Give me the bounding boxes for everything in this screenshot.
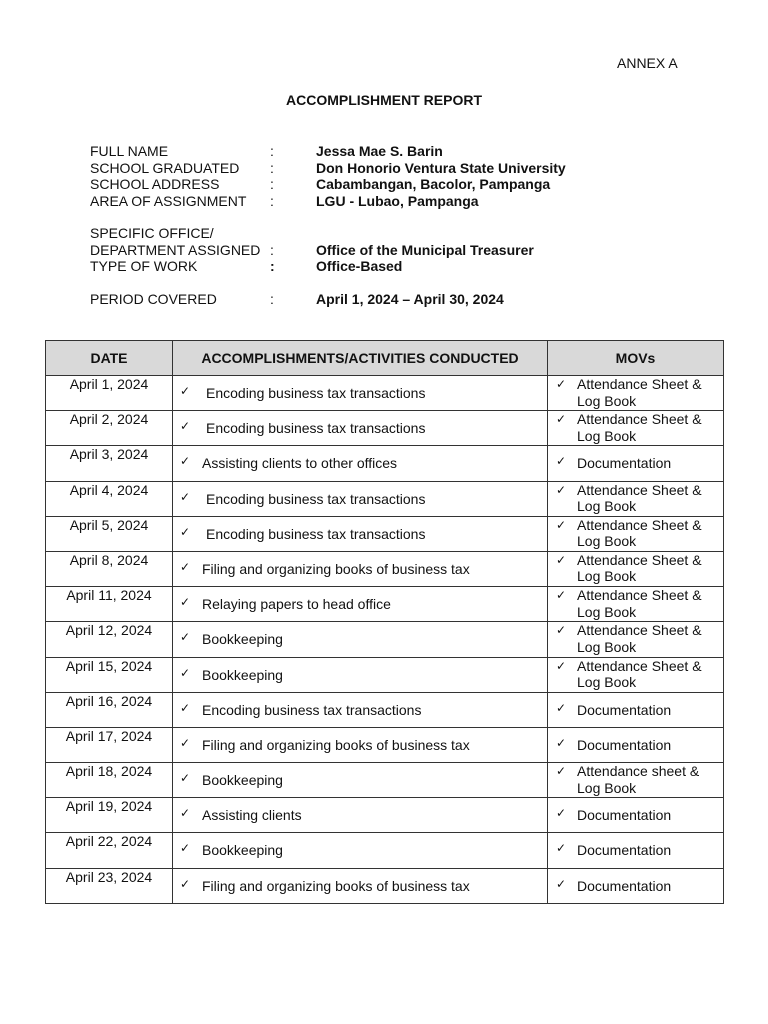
row-activity-cell xyxy=(173,376,548,411)
table-row xyxy=(46,868,724,903)
row-activity-cell xyxy=(173,411,548,446)
info-value: April 1, 2024 – April 30, 2024 xyxy=(316,290,504,307)
row-activity-cell xyxy=(173,798,548,833)
row-mov: Attendance Sheet & Log Book xyxy=(577,411,702,444)
row-mov-cell xyxy=(548,763,724,798)
info-colon: : xyxy=(270,241,274,258)
checkmark-icon: ✓ xyxy=(180,665,191,680)
table-header-row xyxy=(46,341,724,376)
info-colon: : xyxy=(270,258,275,274)
row-date: April 11, 2024 xyxy=(46,587,173,622)
row-date: April 15, 2024 xyxy=(46,657,173,692)
header-activities: ACCOMPLISHMENTS/ACTIVITIES CONDUCTED xyxy=(173,341,548,376)
checkmark-icon: ✓ xyxy=(556,735,567,750)
row-mov: Documentation xyxy=(577,842,672,859)
checkmark-icon: ✓ xyxy=(180,841,191,856)
row-mov-cell xyxy=(548,551,724,586)
row-activity: Encoding business tax transactions xyxy=(206,490,426,507)
table-row xyxy=(46,551,724,586)
row-activity-cell xyxy=(173,446,548,481)
annex-label: ANNEX A xyxy=(617,55,678,71)
row-mov: Documentation xyxy=(577,701,672,718)
info-value: LGU - Lubao, Pampanga xyxy=(316,192,479,209)
table-row xyxy=(46,481,724,516)
checkmark-icon: ✓ xyxy=(180,419,191,434)
row-mov-cell xyxy=(548,868,724,903)
row-mov-cell xyxy=(548,833,724,868)
checkmark-icon: ✓ xyxy=(180,630,191,645)
row-date: April 23, 2024 xyxy=(46,868,173,903)
row-activity-cell xyxy=(173,516,548,551)
table-row xyxy=(46,763,724,798)
row-mov: Documentation xyxy=(577,807,672,824)
row-mov-cell xyxy=(548,657,724,692)
info-label: PERIOD COVERED xyxy=(90,290,217,307)
report-title: ACCOMPLISHMENT REPORT xyxy=(286,92,482,108)
row-date: April 19, 2024 xyxy=(46,798,173,833)
row-activity: Relaying papers to head office xyxy=(202,596,391,613)
row-activity-cell xyxy=(173,763,548,798)
checkmark-icon: ✓ xyxy=(556,623,567,638)
info-colon: : xyxy=(270,176,274,192)
row-date: April 22, 2024 xyxy=(46,833,173,868)
info-label: TYPE OF WORK xyxy=(90,258,198,274)
row-date: April 12, 2024 xyxy=(46,622,173,657)
table-row xyxy=(46,516,724,551)
checkmark-icon: ✓ xyxy=(180,489,191,504)
row-activity-cell xyxy=(173,692,548,727)
row-activity: Assisting clients to other offices xyxy=(202,455,398,472)
checkmark-icon: ✓ xyxy=(556,377,567,391)
table-row xyxy=(46,833,724,868)
checkmark-icon: ✓ xyxy=(556,841,567,856)
info-colon: : xyxy=(270,159,274,176)
row-activity: Assisting clients xyxy=(202,807,302,824)
row-activity-cell xyxy=(173,833,548,868)
row-mov: Attendance Sheet & Log Book xyxy=(577,551,702,585)
row-activity-cell xyxy=(173,727,548,762)
row-activity: Encoding business tax transactions xyxy=(202,701,422,718)
checkmark-icon: ✓ xyxy=(556,552,567,567)
row-date: April 18, 2024 xyxy=(46,763,173,798)
row-mov-cell xyxy=(548,411,724,446)
row-mov-cell xyxy=(548,376,724,411)
info-value: Jessa Mae S. Barin xyxy=(316,143,443,159)
checkmark-icon: ✓ xyxy=(180,595,191,610)
table-row xyxy=(46,376,724,411)
row-mov-cell xyxy=(548,692,724,727)
checkmark-icon: ✓ xyxy=(180,735,191,750)
table-row xyxy=(46,798,724,833)
row-date: April 16, 2024 xyxy=(46,692,173,727)
info-label: SPECIFIC OFFICE/ xyxy=(90,225,214,241)
row-mov: Attendance Sheet & Log Book xyxy=(577,376,702,409)
info-colon: : xyxy=(270,143,274,159)
row-mov-cell xyxy=(548,481,724,516)
row-activity: Encoding business tax transactions xyxy=(206,420,426,437)
table-row xyxy=(46,727,724,762)
info-label: FULL NAME xyxy=(90,143,169,159)
checkmark-icon: ✓ xyxy=(556,658,567,673)
checkmark-icon: ✓ xyxy=(180,806,191,821)
row-activity-cell xyxy=(173,622,548,657)
checkmark-icon: ✓ xyxy=(556,588,567,603)
row-activity: Filing and organizing books of business tax xyxy=(202,877,470,894)
row-mov-cell xyxy=(548,622,724,657)
row-date: April 1, 2024 xyxy=(46,376,173,411)
row-mov-cell xyxy=(548,798,724,833)
row-mov: Documentation xyxy=(577,877,672,894)
table-row xyxy=(46,587,724,622)
checkmark-icon: ✓ xyxy=(180,700,191,715)
row-activity: Bookkeeping xyxy=(202,772,283,789)
info-colon: : xyxy=(270,192,274,209)
row-activity: Encoding business tax transactions xyxy=(206,385,426,401)
checkmark-icon: ✓ xyxy=(556,764,567,779)
table-row xyxy=(46,446,724,481)
row-activity: Filing and organizing books of business tax xyxy=(202,560,470,577)
row-activity: Filing and organizing books of business tax xyxy=(202,736,470,753)
info-label: DEPARTMENT ASSIGNED xyxy=(90,241,261,258)
checkmark-icon: ✓ xyxy=(180,876,191,891)
row-mov-cell xyxy=(548,446,724,481)
row-mov: Attendance Sheet & Log Book xyxy=(577,622,702,655)
row-activity-cell xyxy=(173,481,548,516)
row-activity-cell xyxy=(173,868,548,903)
row-mov-cell xyxy=(548,516,724,551)
checkmark-icon: ✓ xyxy=(556,482,567,497)
checkmark-icon: ✓ xyxy=(556,454,567,469)
info-label: SCHOOL GRADUATED xyxy=(90,159,240,176)
checkmark-icon: ✓ xyxy=(556,876,567,891)
row-date: April 2, 2024 xyxy=(46,411,173,446)
checkmark-icon: ✓ xyxy=(180,559,191,574)
checkmark-icon: ✓ xyxy=(180,384,191,398)
info-colon: : xyxy=(270,290,274,307)
info-label: AREA OF ASSIGNMENT xyxy=(90,192,247,209)
checkmark-icon: ✓ xyxy=(180,454,191,469)
row-mov: Attendance Sheet & Log Book xyxy=(577,587,702,620)
row-date: April 8, 2024 xyxy=(46,551,173,586)
row-activity: Encoding business tax transactions xyxy=(206,525,426,542)
accomplishment-table xyxy=(45,340,724,904)
info-label: SCHOOL ADDRESS xyxy=(90,176,220,192)
table-row xyxy=(46,622,724,657)
checkmark-icon: ✓ xyxy=(556,517,567,532)
table-row xyxy=(46,692,724,727)
row-activity-cell xyxy=(173,587,548,622)
row-mov-cell xyxy=(548,727,724,762)
row-activity: Bookkeeping xyxy=(202,666,283,683)
checkmark-icon: ✓ xyxy=(556,700,567,715)
row-mov: Documentation xyxy=(577,455,672,472)
info-value: Cabambangan, Bacolor, Pampanga xyxy=(316,176,551,192)
row-mov: Documentation xyxy=(577,736,672,753)
checkmark-icon: ✓ xyxy=(556,806,567,821)
header-movs: MOVs xyxy=(548,341,724,376)
row-date: April 3, 2024 xyxy=(46,446,173,481)
table-row xyxy=(46,657,724,692)
row-activity: Bookkeeping xyxy=(202,842,283,859)
row-mov: Attendance Sheet & Log Book xyxy=(577,657,702,690)
table-row xyxy=(46,411,724,446)
info-value: Office of the Municipal Treasurer xyxy=(316,241,534,258)
checkmark-icon: ✓ xyxy=(180,524,191,539)
header-date: DATE xyxy=(46,341,173,376)
row-date: April 4, 2024 xyxy=(46,481,173,516)
row-date: April 17, 2024 xyxy=(46,727,173,762)
info-value: Office-Based xyxy=(316,258,403,274)
row-mov: Attendance Sheet & Log Book xyxy=(577,516,702,550)
row-mov: Attendance Sheet & Log Book xyxy=(577,481,702,515)
row-activity: Bookkeeping xyxy=(202,631,283,648)
row-activity-cell xyxy=(173,551,548,586)
row-mov: Attendance sheet & Log Book xyxy=(577,763,700,796)
row-activity-cell xyxy=(173,657,548,692)
row-mov-cell xyxy=(548,587,724,622)
info-value: Don Honorio Ventura State University xyxy=(316,159,566,176)
checkmark-icon: ✓ xyxy=(556,412,567,427)
row-date: April 5, 2024 xyxy=(46,516,173,551)
checkmark-icon: ✓ xyxy=(180,771,191,786)
